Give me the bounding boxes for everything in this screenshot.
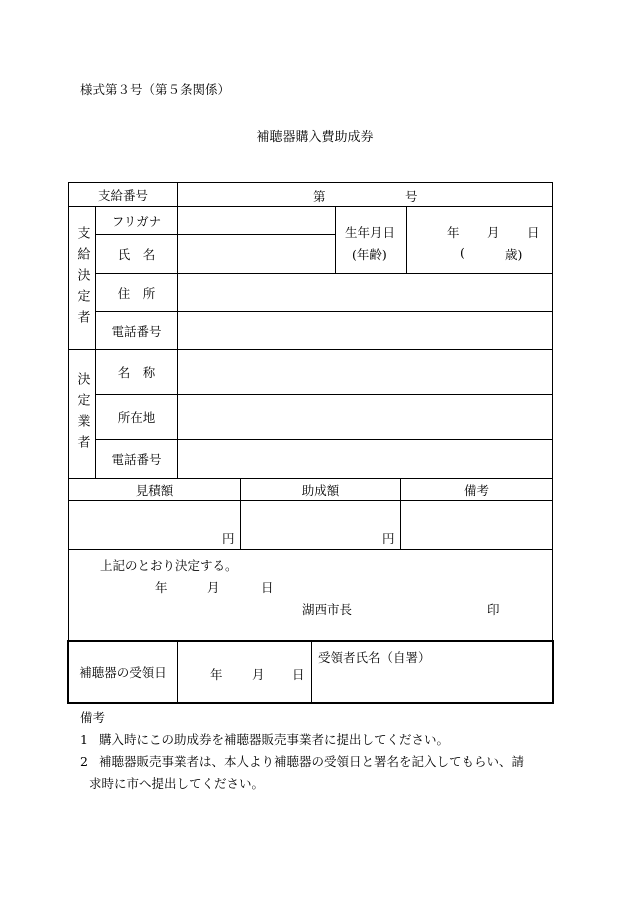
vendor-name-label: 名 称 (117, 365, 156, 380)
decision-day: 日 (261, 580, 274, 595)
estimate-yen: 円 (222, 531, 235, 546)
vendor-location-label: 所在地 (117, 410, 156, 425)
form-title: 補聴器購入費助成券 (256, 130, 374, 145)
age-close: 歳) (505, 247, 523, 262)
mayor-label: 湖西市長 (302, 602, 353, 617)
vendor-phone-label: 電話番号 (111, 452, 162, 467)
form-number: 様式第３号（第５条関係） (80, 82, 231, 97)
subsidy-yen: 円 (382, 531, 395, 546)
estimate-label: 見積額 (135, 482, 174, 498)
notes-heading: 備考 (80, 710, 106, 725)
support-number-go: 号 (405, 189, 418, 204)
receipt-month: 月 (252, 667, 265, 682)
dob-label: 生年月日 (345, 225, 396, 240)
remarks-label: 備考 (463, 482, 489, 498)
receipt-year: 年 (210, 667, 223, 682)
furigana-label: フリガナ (111, 213, 162, 229)
decision-month: 月 (207, 580, 220, 595)
age-label: (年齢) (352, 247, 387, 262)
note-2-line2: 求時に市へ提出してください。 (89, 776, 265, 791)
decision-year: 年 (155, 580, 168, 595)
name-label: 氏 名 (117, 247, 156, 262)
phone-label: 電話番号 (111, 323, 162, 339)
support-number-dai: 第 (313, 189, 326, 204)
support-number-label: 支給番号 (97, 187, 148, 203)
note-1-text: 購入時にこの助成券を補聴器販売事業者に提出してください。 (99, 732, 450, 747)
receiver-signature-label: 受領者氏名（自署） (318, 650, 431, 665)
age-open: ( (460, 245, 465, 260)
note-2-line1: 補聴器販売事業者は、本人より補聴器の受領日と署名を記入してもらい、請 (99, 754, 525, 769)
note-2-number: 2 (80, 754, 88, 769)
note-1-number: 1 (80, 732, 88, 747)
seal-label: 印 (487, 602, 500, 617)
dob-month: 月 (487, 225, 500, 240)
receipt-day: 日 (292, 667, 305, 682)
recipient-group-label: 支給決定者 (74, 225, 90, 331)
receipt-date-label: 補聴器の受領日 (79, 665, 167, 680)
address-label: 住 所 (117, 285, 156, 301)
vendor-group-label: 決定業者 (74, 372, 90, 456)
decision-text: 上記のとおり決定する。 (100, 558, 238, 573)
dob-day: 日 (527, 225, 540, 240)
subsidy-label: 助成額 (301, 482, 340, 498)
dob-year: 年 (447, 225, 460, 240)
